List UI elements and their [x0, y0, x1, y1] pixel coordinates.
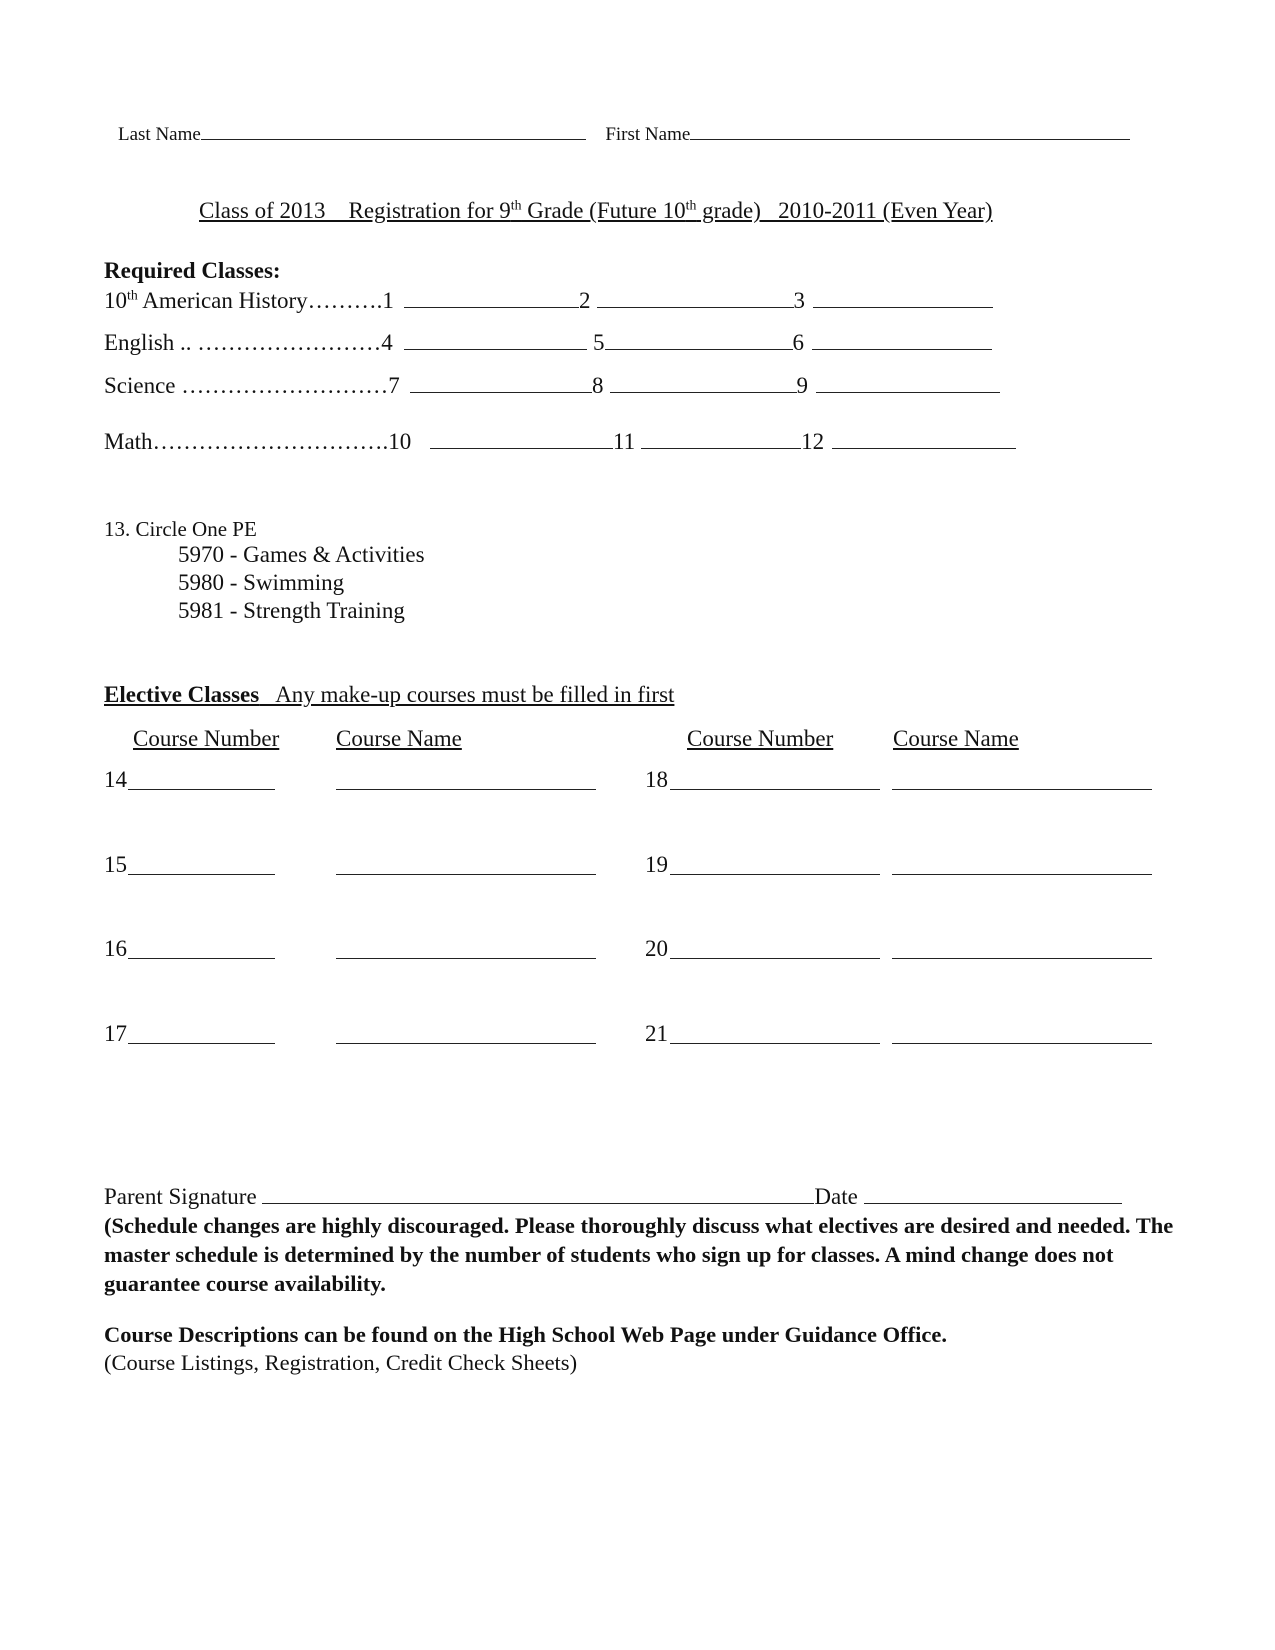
slot-number: 6 [792, 330, 804, 355]
course-number-field[interactable] [670, 874, 880, 875]
course-number-field[interactable] [670, 958, 880, 959]
elective-row [645, 936, 668, 962]
row-number: 16 [104, 936, 127, 961]
row-number: 21 [645, 1021, 668, 1046]
course-name-field[interactable] [336, 874, 596, 875]
elective-row [104, 1021, 127, 1047]
first-name-field[interactable] [690, 123, 1130, 140]
slot-number: 9 [796, 373, 808, 398]
signature-row [104, 1184, 1122, 1210]
slot-number: 3 [793, 288, 805, 313]
elective-heading [104, 682, 674, 708]
pe-option-swimming[interactable]: 5980 - Swimming [178, 570, 345, 595]
science-slot-1[interactable] [410, 374, 592, 393]
science-slot-2[interactable] [610, 374, 797, 393]
slot-number: 12 [801, 429, 825, 454]
title-part-1: Class of 2013 Registration for 9 [199, 198, 511, 223]
history-slot-1[interactable] [404, 289, 579, 308]
pe-heading: 13. Circle One PE [104, 517, 257, 541]
row-number: 18 [645, 767, 668, 792]
parent-signature-label: Parent Signature [104, 1184, 257, 1209]
row-number: 15 [104, 852, 127, 877]
math-slot-1[interactable] [430, 430, 613, 449]
course-name-field[interactable] [336, 1043, 596, 1044]
row-number: 14 [104, 767, 127, 792]
course-number-field[interactable] [670, 789, 880, 790]
course-number-field[interactable] [670, 1043, 880, 1044]
title-part-3: grade) 2010-2011 (Even Year) [696, 198, 993, 223]
course-name-field[interactable] [336, 958, 596, 959]
col-course-number-left: Course Number [133, 726, 280, 751]
col-course-name-left: Course Name [336, 726, 462, 751]
course-name-field[interactable] [336, 789, 596, 790]
required-label: 10th American History……….1 [104, 287, 394, 313]
course-number-field[interactable] [128, 1043, 275, 1044]
required-row-history [104, 288, 993, 314]
elective-row [104, 767, 127, 793]
pe-option-games[interactable]: 5970 - Games & Activities [178, 542, 425, 567]
science-slot-3[interactable] [816, 374, 1000, 393]
date-label: Date [814, 1184, 858, 1209]
slot-number: 2 [579, 288, 591, 313]
title-part-2: Grade (Future 10 [521, 198, 686, 223]
math-slot-3[interactable] [832, 430, 1016, 449]
history-slot-2[interactable] [597, 289, 794, 308]
english-slot-3[interactable] [812, 331, 992, 350]
col-course-number-right: Course Number [687, 726, 834, 751]
last-name-field[interactable] [201, 123, 586, 140]
required-row-math [104, 429, 1016, 455]
required-label: Math………………………….10 [104, 429, 412, 454]
last-name-label: Last Name [118, 124, 201, 145]
elective-row [104, 936, 127, 962]
slot-number: 5 [593, 330, 605, 355]
course-number-field[interactable] [128, 958, 275, 959]
course-descriptions-note: Course Descriptions can be found on the High School Web Page under Guidance Office. [104, 1322, 947, 1347]
history-slot-3[interactable] [813, 289, 993, 308]
elective-row [645, 852, 668, 878]
course-listings-note: (Course Listings, Registration, Credit Check Sheets) [104, 1350, 578, 1375]
course-name-field[interactable] [892, 1043, 1152, 1044]
elective-heading-note: Any make-up courses must be filled in first [259, 682, 675, 707]
course-number-field[interactable] [128, 874, 275, 875]
slot-number: 8 [592, 373, 604, 398]
course-number-field[interactable] [128, 789, 275, 790]
required-label: English .. ……………………4 [104, 330, 393, 355]
slot-number: 11 [613, 429, 636, 454]
row-number: 20 [645, 936, 668, 961]
required-row-english [104, 330, 992, 356]
schedule-note: (Schedule changes are highly discouraged. Please thoroughly discuss what electives are desired and needed. The master schedule is determined by the number of students who sign up for classes. A mind change does not guarantee course availability. [104, 1213, 1174, 1296]
math-slot-2[interactable] [641, 430, 801, 449]
elective-heading-bold: Elective Classes [104, 682, 260, 707]
row-number: 17 [104, 1021, 127, 1046]
elective-row [104, 852, 127, 878]
date-field[interactable] [864, 1185, 1122, 1204]
elective-row [645, 1021, 668, 1047]
course-name-field[interactable] [892, 789, 1152, 790]
row-number: 19 [645, 852, 668, 877]
required-classes-heading: Required Classes: [104, 258, 281, 283]
title-sup-1: th [510, 197, 522, 213]
pe-option-strength[interactable]: 5981 - Strength Training [178, 598, 405, 623]
course-name-field[interactable] [892, 874, 1152, 875]
title-sup-2: th [685, 197, 697, 213]
english-slot-2[interactable] [605, 331, 793, 350]
required-label: Science ………………………7 [104, 373, 400, 398]
col-course-name-right: Course Name [893, 726, 1019, 751]
english-slot-1[interactable] [404, 331, 587, 350]
name-row [118, 123, 1130, 146]
page-title [199, 198, 993, 224]
course-name-field[interactable] [892, 958, 1152, 959]
first-name-label: First Name [605, 124, 691, 145]
required-row-science [104, 373, 1000, 399]
elective-row [645, 767, 668, 793]
parent-signature-field[interactable] [262, 1185, 814, 1204]
